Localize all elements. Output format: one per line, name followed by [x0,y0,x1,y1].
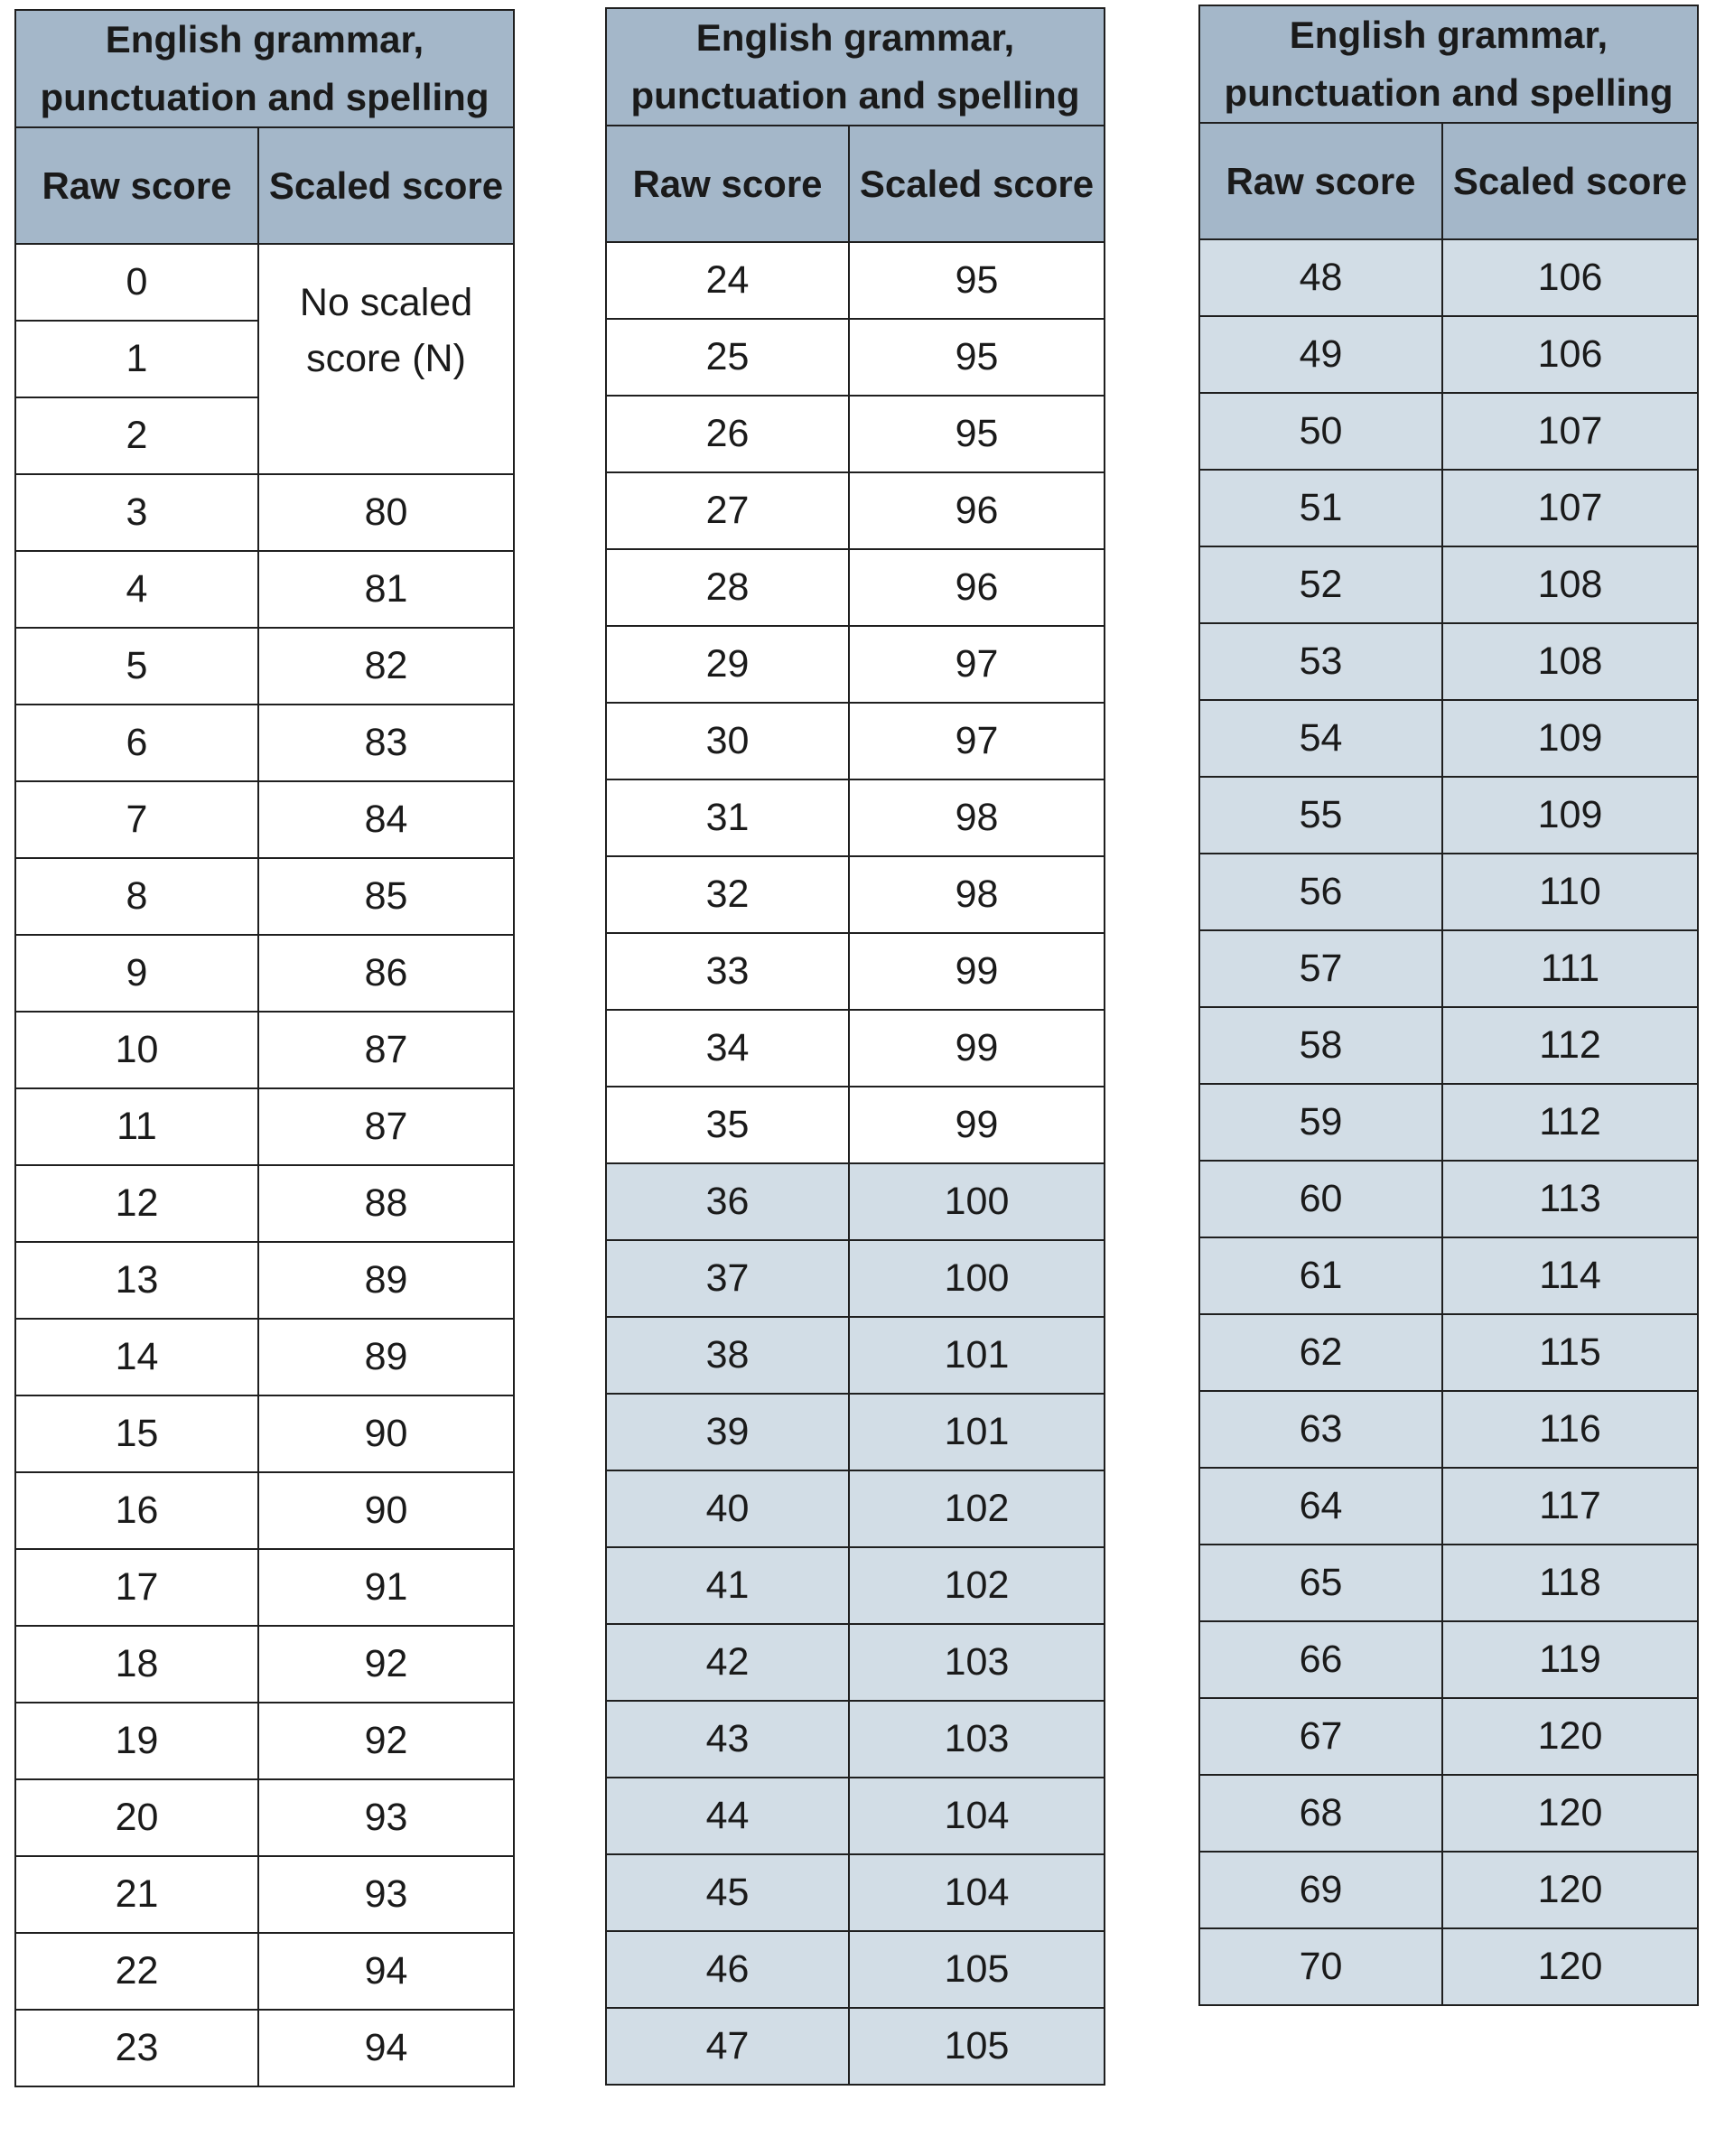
scaled-score-cell: 103 [849,1624,1105,1701]
raw-score-cell: 31 [606,779,849,856]
scaled-score-cell: 120 [1442,1852,1698,1928]
raw-score-cell: 29 [606,626,849,703]
table-row [1199,1084,1698,1161]
table-row [606,1317,1105,1394]
scaled-score-cell: 104 [849,1778,1105,1854]
raw-score-cell: 65 [1199,1545,1442,1621]
raw-score-cell: 36 [606,1163,849,1240]
table-title: English grammar, punctuation and spelling [15,10,514,127]
scaled-score-cell: 95 [849,242,1105,319]
score-table-2 [605,7,1105,2086]
table-row [1199,470,1698,546]
scaled-score-cell: 114 [1442,1237,1698,1314]
table-row [15,1012,514,1088]
table-row [15,858,514,935]
raw-score-cell: 26 [606,396,849,472]
table-row [606,779,1105,856]
scaled-score-cell: 80 [258,474,514,551]
table-row [15,1165,514,1242]
scaled-score-cell: 94 [258,2010,514,2086]
raw-score-cell: 17 [15,1549,258,1626]
raw-score-cell: 4 [15,551,258,628]
table-row [606,242,1105,319]
raw-score-cell: 21 [15,1856,258,1933]
scaled-score-cell: 87 [258,1088,514,1165]
raw-score-cell: 44 [606,1778,849,1854]
raw-score-cell: 66 [1199,1621,1442,1698]
scaled-score-cell: 111 [1442,930,1698,1007]
raw-score-cell: 30 [606,703,849,779]
raw-score-cell: 24 [606,242,849,319]
raw-score-cell: 37 [606,1240,849,1317]
scaled-score-cell: 96 [849,472,1105,549]
table-row [606,703,1105,779]
scaled-score-cell: 108 [1442,623,1698,700]
scaled-score-cell: 112 [1442,1007,1698,1084]
scaled-score-cell: 89 [258,1319,514,1395]
table-row [15,244,514,321]
table-row [1199,623,1698,700]
scaled-score-cell: 109 [1442,777,1698,854]
scaled-score-cell: 95 [849,319,1105,396]
scaled-score-cell: 119 [1442,1621,1698,1698]
raw-score-cell: 54 [1199,700,1442,777]
raw-score-cell: 40 [606,1470,849,1547]
scaled-score-cell: 106 [1442,239,1698,316]
table-row [15,935,514,1012]
table-row [15,1395,514,1472]
raw-score-cell: 68 [1199,1775,1442,1852]
scaled-score-cell: 105 [849,1931,1105,2008]
scaled-score-cell: 107 [1442,470,1698,546]
table-row [1199,930,1698,1007]
table-row [15,705,514,781]
scaled-score-cell: 93 [258,1856,514,1933]
scaled-score-cell: 113 [1442,1161,1698,1237]
table-row [15,1933,514,2010]
table-row [1199,1775,1698,1852]
raw-score-cell: 59 [1199,1084,1442,1161]
table-row [1199,1007,1698,1084]
raw-score-cell: 11 [15,1088,258,1165]
table-row [1199,1314,1698,1391]
scaled-score-cell: 97 [849,626,1105,703]
table-row [1199,239,1698,316]
raw-score-cell: 53 [1199,623,1442,700]
no-scaled-score-note: No scaled score (N) [258,244,514,474]
raw-score-cell: 58 [1199,1007,1442,1084]
table-row [1199,854,1698,930]
raw-score-cell: 57 [1199,930,1442,1007]
scaled-score-cell: 112 [1442,1084,1698,1161]
raw-score-cell: 41 [606,1547,849,1624]
raw-score-cell: 61 [1199,1237,1442,1314]
table-row [606,1087,1105,1163]
raw-score-cell: 9 [15,935,258,1012]
scaled-score-cell: 120 [1442,1775,1698,1852]
table-row [1199,1852,1698,1928]
table-row [1199,777,1698,854]
scaled-score-cell: 104 [849,1854,1105,1931]
raw-score-cell: 38 [606,1317,849,1394]
table-row [15,1088,514,1165]
scaled-score-cell: 101 [849,1317,1105,1394]
raw-score-cell: 1 [15,321,258,397]
raw-score-cell: 70 [1199,1928,1442,2005]
scaled-score-cell: 92 [258,1703,514,1779]
scaled-score-cell: 116 [1442,1391,1698,1468]
scaled-score-cell: 95 [849,396,1105,472]
raw-score-cell: 45 [606,1854,849,1931]
table-row [606,1854,1105,1931]
scaled-score-cell: 94 [258,1933,514,2010]
table-row [15,1703,514,1779]
raw-score-cell: 39 [606,1394,849,1470]
table-row [606,1470,1105,1547]
table-row [606,1163,1105,1240]
scaled-score-cell: 91 [258,1549,514,1626]
table-row [1199,316,1698,393]
raw-score-cell: 7 [15,781,258,858]
raw-score-cell: 35 [606,1087,849,1163]
scaled-score-cell: 87 [258,1012,514,1088]
table-row [606,1931,1105,2008]
raw-score-cell: 60 [1199,1161,1442,1237]
raw-score-cell: 25 [606,319,849,396]
scaled-score-cell: 90 [258,1395,514,1472]
raw-score-cell: 49 [1199,316,1442,393]
table-row [15,1319,514,1395]
scaled-score-cell: 82 [258,628,514,705]
raw-score-cell: 5 [15,628,258,705]
table-row [15,1242,514,1319]
raw-score-cell: 64 [1199,1468,1442,1545]
table-row [15,1626,514,1703]
raw-score-cell: 19 [15,1703,258,1779]
raw-score-cell: 47 [606,2008,849,2085]
table-row [606,856,1105,933]
table-row [1199,1621,1698,1698]
table-row [1199,1161,1698,1237]
table-row [15,1549,514,1626]
scaled-score-cell: 102 [849,1470,1105,1547]
raw-score-cell: 2 [15,397,258,474]
raw-score-cell: 22 [15,1933,258,2010]
raw-score-cell: 13 [15,1242,258,1319]
raw-score-cell: 42 [606,1624,849,1701]
table-row [1199,393,1698,470]
raw-score-cell: 63 [1199,1391,1442,1468]
table-row [1199,1698,1698,1775]
table-row [606,1394,1105,1470]
table-row [15,1856,514,1933]
score-table-3 [1198,5,1699,2006]
table-title: English grammar, punctuation and spelling [606,8,1105,126]
scaled-score-cell: 102 [849,1547,1105,1624]
table-row [606,472,1105,549]
scaled-score-cell: 90 [258,1472,514,1549]
raw-score-cell: 10 [15,1012,258,1088]
scaled-score-cell: 96 [849,549,1105,626]
table-row [606,1010,1105,1087]
scaled-score-cell: 97 [849,703,1105,779]
raw-score-cell: 6 [15,705,258,781]
scaled-score-cell: 120 [1442,1698,1698,1775]
scaled-score-cell: 83 [258,705,514,781]
table-row [606,396,1105,472]
raw-score-cell: 46 [606,1931,849,2008]
scaled-score-cell: 110 [1442,854,1698,930]
raw-score-cell: 56 [1199,854,1442,930]
raw-score-header: Raw score [1199,123,1442,239]
scaled-score-cell: 99 [849,1010,1105,1087]
scaled-score-cell: 89 [258,1242,514,1319]
table-row [1199,1468,1698,1545]
raw-score-cell: 67 [1199,1698,1442,1775]
table-title: English grammar, punctuation and spelling [1199,5,1698,123]
scaled-score-cell: 92 [258,1626,514,1703]
table-row [1199,1928,1698,2005]
table-row [15,1472,514,1549]
raw-score-cell: 52 [1199,546,1442,623]
scaled-score-cell: 81 [258,551,514,628]
scaled-score-cell: 118 [1442,1545,1698,1621]
scaled-score-cell: 93 [258,1779,514,1856]
raw-score-cell: 55 [1199,777,1442,854]
raw-score-cell: 33 [606,933,849,1010]
raw-score-cell: 27 [606,472,849,549]
raw-score-cell: 62 [1199,1314,1442,1391]
raw-score-cell: 3 [15,474,258,551]
raw-score-cell: 18 [15,1626,258,1703]
table-row [606,319,1105,396]
table-row [606,1240,1105,1317]
scaled-score-cell: 100 [849,1163,1105,1240]
table-row [15,628,514,705]
table-row [15,781,514,858]
scaled-score-cell: 120 [1442,1928,1698,2005]
scaled-score-cell: 100 [849,1240,1105,1317]
raw-score-cell: 23 [15,2010,258,2086]
raw-score-cell: 14 [15,1319,258,1395]
raw-score-header: Raw score [606,126,849,242]
raw-score-header: Raw score [15,127,258,244]
score-table-1 [14,9,515,2087]
scaled-score-header: Scaled score [1442,123,1698,239]
scaled-score-cell: 107 [1442,393,1698,470]
raw-score-cell: 12 [15,1165,258,1242]
raw-score-cell: 48 [1199,239,1442,316]
scaled-score-cell: 117 [1442,1468,1698,1545]
scaled-score-cell: 84 [258,781,514,858]
raw-score-cell: 32 [606,856,849,933]
raw-score-cell: 43 [606,1701,849,1778]
scaled-score-cell: 85 [258,858,514,935]
table-row [1199,1237,1698,1314]
scaled-score-cell: 101 [849,1394,1105,1470]
table-row [606,1547,1105,1624]
scaled-score-cell: 106 [1442,316,1698,393]
table-row [606,626,1105,703]
raw-score-cell: 20 [15,1779,258,1856]
table-row [606,1778,1105,1854]
table-row [15,551,514,628]
scaled-score-header: Scaled score [258,127,514,244]
table-row [606,1624,1105,1701]
scaled-score-header: Scaled score [849,126,1105,242]
raw-score-cell: 15 [15,1395,258,1472]
raw-score-cell: 34 [606,1010,849,1087]
scaled-score-cell: 99 [849,1087,1105,1163]
scaled-score-cell: 103 [849,1701,1105,1778]
scaled-score-cell: 115 [1442,1314,1698,1391]
raw-score-cell: 28 [606,549,849,626]
table-row [1199,700,1698,777]
raw-score-cell: 51 [1199,470,1442,546]
raw-score-cell: 8 [15,858,258,935]
raw-score-cell: 16 [15,1472,258,1549]
table-row [606,1701,1105,1778]
scaled-score-cell: 99 [849,933,1105,1010]
table-row [15,474,514,551]
raw-score-cell: 50 [1199,393,1442,470]
table-row [15,1779,514,1856]
raw-score-cell: 69 [1199,1852,1442,1928]
table-row [606,933,1105,1010]
scaled-score-cell: 98 [849,779,1105,856]
table-row [606,549,1105,626]
scaled-score-cell: 88 [258,1165,514,1242]
scaled-score-cell: 109 [1442,700,1698,777]
table-row [15,2010,514,2086]
table-row [1199,546,1698,623]
table-row [606,2008,1105,2085]
scaled-score-cell: 98 [849,856,1105,933]
scaled-score-cell: 105 [849,2008,1105,2085]
scaled-score-cell: 108 [1442,546,1698,623]
raw-score-cell: 0 [15,244,258,321]
table-row [1199,1391,1698,1468]
table-row [1199,1545,1698,1621]
scaled-score-cell: 86 [258,935,514,1012]
